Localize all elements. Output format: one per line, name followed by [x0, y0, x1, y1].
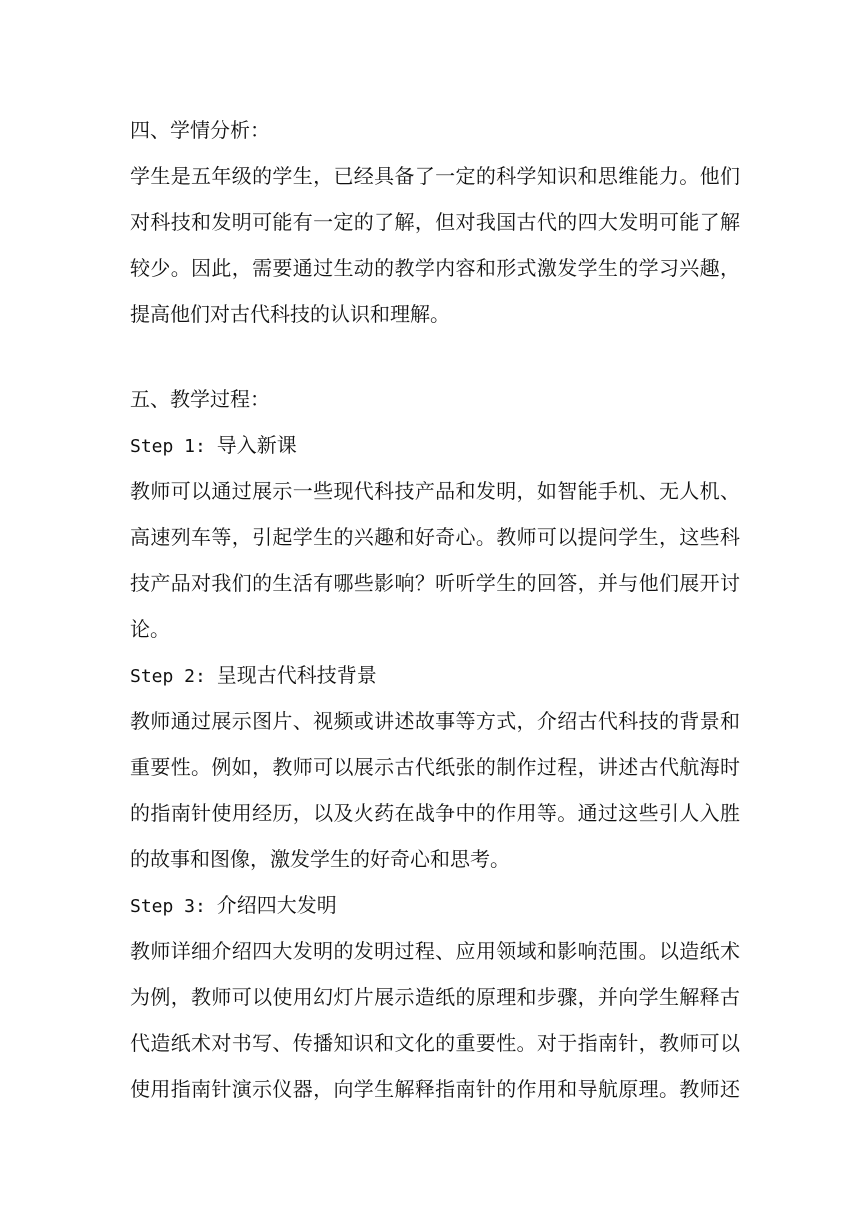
step-3-heading — [130, 887, 740, 924]
step-1-paragraph — [130, 473, 740, 648]
step-2-heading — [130, 657, 740, 694]
paragraph-line: 学生是五年级的学生，已经具备了一定的科学知识和思维能力。他们 — [130, 164, 740, 188]
paragraph-line: 重要性。例如，教师可以展示古代纸张的制作过程，讲述古代航海时 — [130, 755, 740, 779]
section-gap — [130, 333, 740, 381]
paragraph-line: 代造纸术对书写、传播知识和文化的重要性。对于指南针，教师可以 — [130, 1031, 740, 1055]
paragraph-line: 对科技和发明可能有一定的了解，但对我国古代的四大发明可能了解 — [130, 210, 740, 234]
step-2-title: 呈现古代科技背景 — [216, 663, 377, 687]
paragraph-line: 教师详细介绍四大发明的发明过程、应用领域和影响范围。以造纸术 — [130, 939, 740, 963]
step-1-heading — [130, 427, 740, 464]
paragraph-line: 教师通过展示图片、视频或讲述故事等方式，介绍古代科技的背景和 — [130, 709, 740, 733]
step-3-label: Step 3: — [130, 896, 217, 917]
paragraph-line: 高速列车等，引起学生的兴趣和好奇心。教师可以提问学生，这些科 — [130, 525, 740, 549]
step-2-label: Step 2: — [130, 666, 217, 687]
section-heading-analysis: 四、学情分析： — [130, 118, 270, 142]
paragraph-line: 为例，教师可以使用幻灯片展示造纸的原理和步骤，并向学生解释古 — [130, 985, 740, 1009]
section-heading-process: 五、教学过程： — [130, 387, 270, 411]
step-1-title: 导入新课 — [216, 433, 297, 457]
step-1-label: Step 1: — [130, 436, 217, 457]
step-3-paragraph — [130, 933, 740, 1108]
paragraph-line: 的故事和图像，激发学生的好奇心和思考。 — [130, 847, 510, 871]
step-3-title: 介绍四大发明 — [216, 893, 337, 917]
step-2-paragraph — [130, 703, 740, 878]
paragraph-line: 的指南针使用经历，以及火药在战争中的作用等。通过这些引人入胜 — [130, 801, 740, 825]
paragraph-line: 教师可以通过展示一些现代科技产品和发明，如智能手机、无人机、 — [130, 479, 740, 503]
paragraph-line: 提高他们对古代科技的认识和理解。 — [130, 302, 450, 326]
paragraph-line: 较少。因此，需要通过生动的教学内容和形式激发学生的学习兴趣， — [130, 256, 740, 280]
analysis-paragraph — [130, 158, 740, 333]
document-body — [130, 112, 740, 1108]
paragraph-line: 论。 — [130, 617, 170, 641]
paragraph-line: 使用指南针演示仪器，向学生解释指南针的作用和导航原理。教师还 — [130, 1077, 740, 1101]
paragraph-line: 技产品对我们的生活有哪些影响？听听学生的回答，并与他们展开讨 — [130, 571, 740, 595]
